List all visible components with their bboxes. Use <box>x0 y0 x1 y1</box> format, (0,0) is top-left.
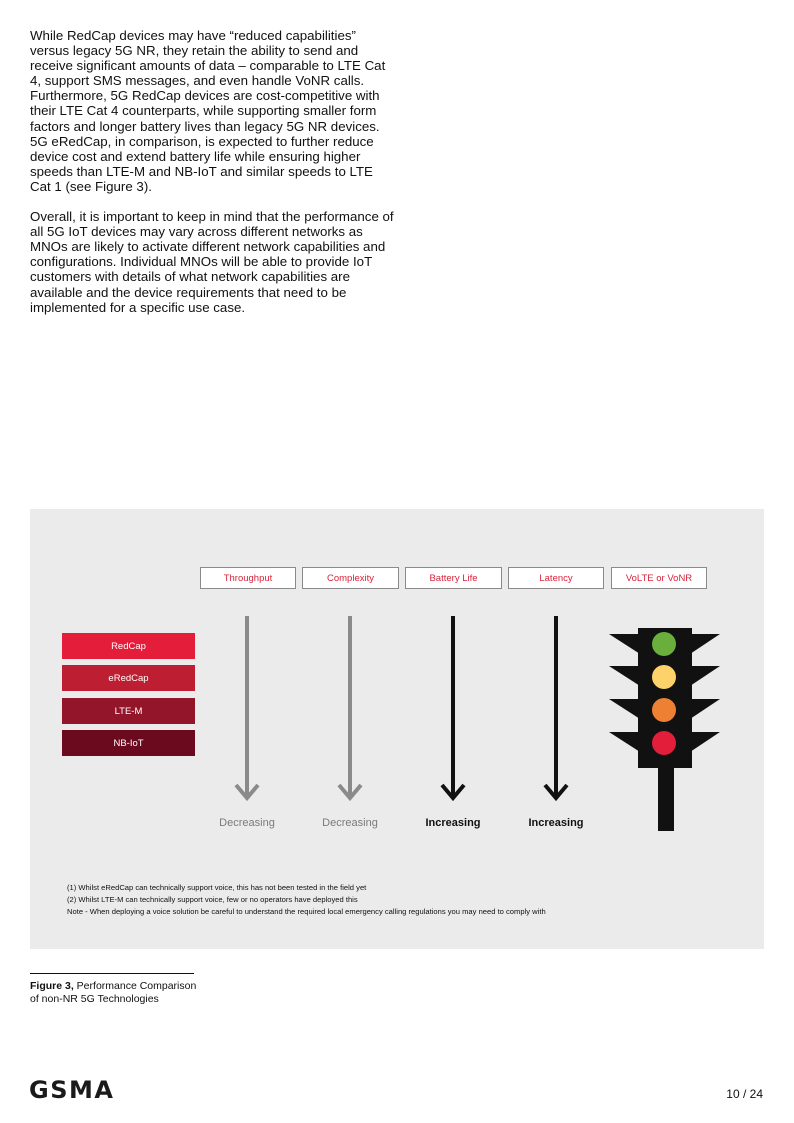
footnote-note: Note - When deploying a voice solution be careful to understand the required local emergency calling regulations you may need to comply with <box>67 907 546 917</box>
footnote-1: (1) Whilst eRedCap can technically support voice, this has not been tested in the field yet <box>67 883 367 892</box>
gsma-logo: GSMA <box>29 1076 115 1104</box>
body-text <box>30 28 395 330</box>
figure-3-panel <box>30 509 764 949</box>
body-paragraph-1: While RedCap devices may have “reduced capabilities” versus legacy 5G NR, they retain the ability to send and receive significant amounts of data – comparable to LTE Cat 4, support SMS messages, and even handle VoNR calls. Furthermore, 5G RedCap devices are cost-competitive with their LTE Cat 4 counterparts, while supporting smaller form factors and longer battery lives than legacy 5G NR devices. 5G eRedCap, in comparison, is expected to further reduce device cost and extend battery life while ensuring higher speeds than LTE-M and NB-IoT and similar speeds to LTE Cat 1 (see Figure 3). <box>30 28 386 194</box>
green-light <box>652 632 676 656</box>
figure-footnotes <box>67 882 747 919</box>
column-header-throughput: Throughput <box>200 567 296 589</box>
caption-divider <box>30 973 194 974</box>
tech-label-eredcap: eRedCap <box>62 665 195 691</box>
column-header-complexity: Complexity <box>302 567 399 589</box>
column-header-latency: Latency <box>508 567 604 589</box>
tech-label-redcap: RedCap <box>62 633 195 659</box>
trend-battery-life: Increasing <box>425 817 481 829</box>
figure-caption <box>30 980 200 1006</box>
yellow-light <box>652 665 676 689</box>
column-header-battery-life: Battery Life <box>405 567 502 589</box>
red-light <box>652 731 676 755</box>
arrow-battery-life <box>442 616 464 798</box>
caption-label: Figure 3, <box>30 980 74 992</box>
column-header-volte-vonr: VoLTE or VoNR <box>611 567 707 589</box>
tech-label-nb-iot: NB-IoT <box>62 730 195 756</box>
page-number: 10 / 24 <box>726 1087 763 1101</box>
body-paragraph-2: Overall, it is important to keep in mind that the performance of all 5G IoT devices may vary across different networks as MNOs are likely to activate different network capabilities and configurations. Individual MNOs will be able to provide IoT customers with details of what network capabilities are available and the device requirements that need to be implemented for a specific use case. <box>30 209 394 315</box>
trend-throughput: Decreasing <box>219 817 275 829</box>
arrow-latency <box>545 616 567 798</box>
traffic-light-icon <box>605 624 725 834</box>
trend-complexity: Decreasing <box>322 817 378 829</box>
arrow-complexity <box>339 616 361 798</box>
arrow-throughput <box>236 616 258 798</box>
orange-light <box>652 698 676 722</box>
trend-latency: Increasing <box>528 817 584 829</box>
tech-label-lte-m: LTE-M <box>62 698 195 724</box>
footnote-2: (2) Whilst LTE-M can technically support voice, few or no operators have deployed this <box>67 895 358 905</box>
caption-text: Performance Comparison of non-NR 5G Technologies <box>30 980 197 1005</box>
